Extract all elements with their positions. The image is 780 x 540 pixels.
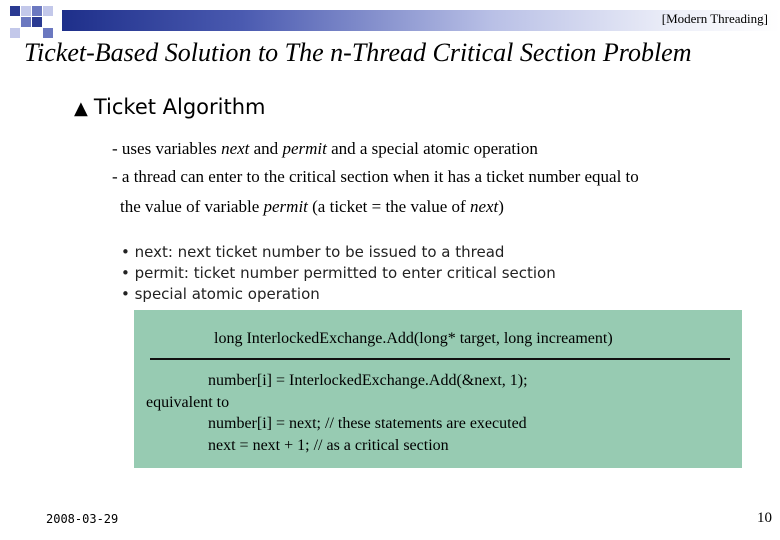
- code-line: number[i] = next; // these statements are executed: [208, 415, 527, 432]
- code-line: number[i] = InterlockedExchange.Add(&next, 1);: [208, 372, 528, 389]
- slide-title: Ticket-Based Solution to The n-Thread Critical Section Problem: [24, 38, 692, 67]
- variable-permit: permit: [263, 197, 308, 216]
- text-span: and: [249, 139, 283, 158]
- text-span: ): [498, 197, 504, 216]
- header-bar: [0, 0, 780, 40]
- section-heading: [74, 95, 266, 119]
- decor-square: [43, 6, 53, 16]
- text-span: (a ticket = the value of: [307, 197, 470, 216]
- description-line-3: [120, 197, 504, 217]
- divider-line: [150, 358, 730, 360]
- list-item: • permit: ticket number permitted to enter critical section: [121, 264, 556, 282]
- code-box: [134, 310, 742, 468]
- code-line: next = next + 1; // as a critical section: [208, 437, 449, 454]
- text-span: and a special atomic operation: [326, 139, 538, 158]
- decor-square: [32, 6, 42, 16]
- triangle-bullet-icon: ▲: [74, 98, 88, 119]
- decor-square: [21, 17, 31, 27]
- decor-square: [10, 6, 20, 16]
- page-number: 10: [757, 510, 772, 526]
- section-heading-text: Ticket Algorithm: [93, 95, 266, 119]
- header-label: [Modern Threading]: [661, 11, 768, 26]
- text-span: the value of variable: [120, 197, 264, 216]
- footer-date: 2008-03-29: [46, 512, 119, 526]
- text-span: - uses variables: [112, 139, 222, 158]
- variable-next: next: [221, 139, 250, 158]
- variable-next: next: [469, 197, 499, 216]
- decor-square: [32, 17, 42, 27]
- bullet-list: [121, 242, 556, 305]
- list-item: • special atomic operation: [121, 285, 320, 303]
- description-line-1: [112, 139, 538, 159]
- function-signature: long InterlockedExchange.Add(long* target, long increament): [214, 330, 613, 347]
- description-line-2: - a thread can enter to the critical section when it has a ticket number equal to: [112, 167, 639, 186]
- list-item: • next: next ticket number to be issued to a thread: [121, 243, 505, 261]
- decor-square: [21, 6, 31, 16]
- decor-square: [10, 28, 20, 38]
- variable-permit: permit: [282, 139, 327, 158]
- code-line: equivalent to: [146, 394, 230, 411]
- decor-square: [43, 28, 53, 38]
